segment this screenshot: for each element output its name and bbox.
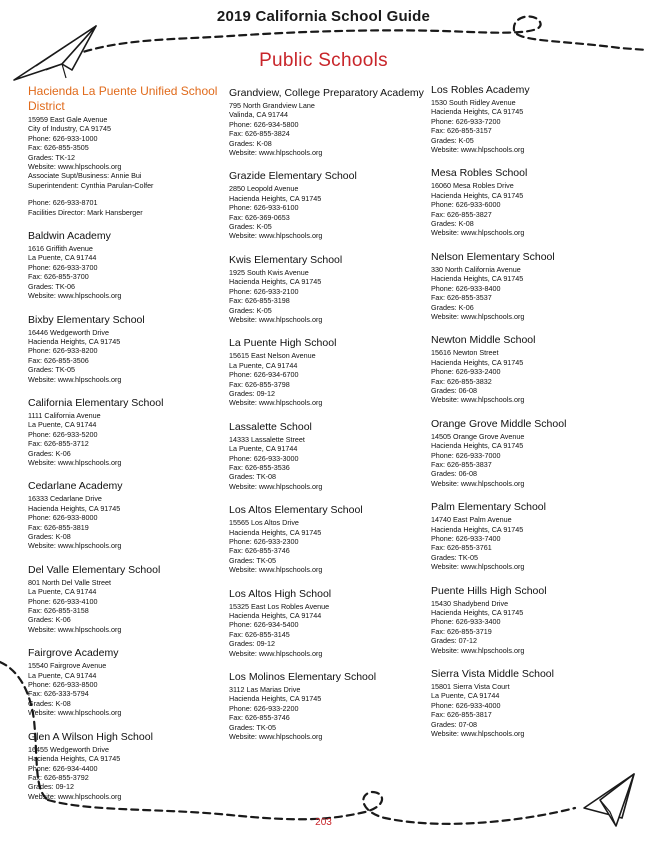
school-entry — [28, 397, 223, 467]
school-name: Los Altos High School — [229, 587, 332, 600]
school-entry — [431, 585, 626, 655]
detail-line: Grades: 07-08 — [431, 719, 477, 729]
detail-line: Phone: 626-934-4400 — [28, 763, 98, 773]
detail-line: Grades: 09-12 — [229, 639, 275, 649]
detail-line: Hacienda Heights, CA 91745 — [431, 107, 524, 117]
detail-line: Phone: 626-933-2200 — [229, 703, 299, 713]
detail-line: Hacienda Heights, CA 91745 — [229, 277, 322, 287]
detail-line: Grades: K-08 — [229, 138, 272, 148]
detail-line: Phone: 626-933-8000 — [28, 513, 98, 523]
detail-line: Hacienda Heights, CA 91745 — [28, 336, 121, 346]
detail-line: Phone: 626-933-2100 — [229, 286, 299, 296]
detail-line: Grades: 06-08 — [431, 385, 477, 395]
page-header: 2019 California School Guide — [216, 8, 431, 25]
detail-line: La Puente, CA 91744 — [229, 444, 298, 454]
detail-line: Website: www.hlpschools.org — [431, 395, 525, 405]
detail-line: Website: www.hlpschools.org — [431, 478, 525, 488]
detail-line: Grades: K-08 — [431, 219, 474, 229]
detail-line: Phone: 626-933-4000 — [431, 700, 501, 710]
detail-line: Website: www.hlpschools.org — [431, 311, 525, 321]
detail-line: Website: www.hlpschools.org — [229, 231, 323, 241]
detail-line: Website: www.hlpschools.org — [229, 481, 323, 491]
detail-line: 14505 Orange Grove Avenue — [431, 431, 525, 441]
detail-line: Phone: 626-934-6700 — [229, 370, 299, 380]
detail-line: La Puente, CA 91744 — [28, 587, 97, 597]
detail-line: La Puente, CA 91744 — [28, 253, 97, 263]
detail-line: Website: www.hlpschools.org — [28, 291, 122, 301]
detail-line: 15565 Los Altos Drive — [229, 518, 299, 528]
detail-line: Phone: 626-933-7000 — [431, 450, 501, 460]
detail-line: Phone: 626-933-1000 — [28, 133, 98, 143]
detail-line: 15801 Sierra Vista Court — [431, 682, 510, 692]
detail-line: Grades: TK-05 — [229, 722, 277, 732]
district-entry — [28, 84, 223, 217]
detail-line: Phone: 626-933-6100 — [229, 203, 299, 213]
detail-line: Associate Supt/Business: Annie Bui — [28, 171, 142, 181]
detail-line: Website: www.hlpschools.org — [229, 148, 323, 158]
school-name: Los Molinos Elementary School — [229, 671, 377, 684]
detail-line: Website: www.hlpschools.org — [431, 562, 525, 572]
school-entry — [431, 167, 626, 237]
detail-line: Hacienda Heights, CA 91745 — [431, 441, 524, 451]
detail-line: Fax: 626-855-3712 — [28, 439, 89, 449]
detail-line: Grades: K-05 — [229, 305, 272, 315]
detail-line: Phone: 626-933-6000 — [431, 200, 501, 210]
detail-line: Grades: K-08 — [28, 532, 71, 541]
school-entry — [431, 84, 626, 154]
detail-line: Fax: 626-855-3746 — [229, 713, 290, 723]
detail-line: Fax: 626-855-3198 — [229, 296, 290, 306]
detail-line: Grades: K-05 — [229, 222, 272, 232]
detail-line: Grades: 09-12 — [229, 388, 275, 398]
detail-line: Valinda, CA 91744 — [229, 110, 289, 120]
detail-line: Phone: 626-934-5800 — [229, 119, 299, 129]
school-entry — [28, 731, 223, 801]
detail-line: Fax: 626-855-3700 — [28, 272, 89, 282]
detail-line: Website: www.hlpschools.org — [28, 457, 122, 467]
detail-line: Hacienda Heights, CA 91745 — [431, 357, 524, 367]
detail-line: Website: www.hlpschools.org — [229, 648, 323, 658]
district-name: Hacienda La Puente Unified School District — [28, 84, 218, 113]
detail-line: 330 North California Avenue — [431, 264, 521, 274]
detail-line: Grades: K-06 — [431, 302, 474, 312]
detail-line: Phone: 626-933-7200 — [431, 116, 501, 126]
school-entry — [28, 230, 223, 300]
detail-line: 2850 Leopold Avenue — [229, 184, 299, 194]
district-details — [28, 115, 223, 217]
school-name: Sierra Vista Middle School — [431, 668, 554, 681]
detail-line: Phone: 626-933-4100 — [28, 596, 98, 606]
detail-line: Hacienda Heights, CA 91744 — [229, 611, 322, 621]
school-entry — [229, 87, 424, 157]
school-entry — [431, 501, 626, 571]
detail-line: 15616 Newton Street — [431, 348, 499, 358]
school-name: Mesa Robles School — [431, 167, 528, 180]
column-3 — [431, 84, 626, 752]
detail-line: Grades: K-06 — [28, 615, 71, 625]
detail-line: Website: www.hlpschools.org — [229, 565, 323, 575]
detail-line: Phone: 626-933-2400 — [431, 367, 501, 377]
detail-line: Hacienda Heights, CA 91745 — [28, 754, 121, 764]
detail-line: Fax: 626-855-3145 — [229, 629, 290, 639]
detail-line: 1111 California Avenue — [28, 410, 101, 420]
detail-line: Grades: K-08 — [28, 698, 71, 708]
school-entry — [431, 668, 626, 738]
detail-line: Hacienda Heights, CA 91745 — [229, 527, 322, 537]
detail-line: Grades: TK-12 — [28, 152, 76, 162]
school-name: La Puente High School — [229, 337, 337, 350]
school-entry — [431, 251, 626, 321]
detail-line: La Puente, CA 91744 — [229, 360, 298, 370]
detail-line: Fax: 626-855-3817 — [431, 710, 492, 720]
detail-line: Grades: K-06 — [28, 448, 71, 458]
detail-line: Fax: 626-855-3792 — [28, 772, 89, 782]
detail-line: Grades: K-05 — [431, 135, 474, 145]
detail-line: Website: www.hlpschools.org — [431, 228, 525, 238]
detail-line: 15325 East Los Robles Avenue — [229, 601, 330, 611]
detail-line: 1616 Griffith Avenue — [28, 244, 93, 254]
school-entry — [229, 170, 424, 240]
detail-line: Grades: TK-06 — [28, 281, 76, 291]
school-name: Glen A Wilson High School — [28, 730, 153, 743]
school-name: Los Altos Elementary School — [229, 504, 363, 517]
school-entry — [229, 254, 424, 324]
detail-line: Superintendent: Cynthia Parulan-Colfer — [28, 180, 154, 190]
detail-line: Phone: 626-933-8500 — [28, 680, 98, 690]
detail-line: Phone: 626-934-5400 — [229, 620, 299, 630]
detail-line: Phone: 626-933-8400 — [431, 283, 501, 293]
detail-line: 16333 Cedarlane Drive — [28, 494, 102, 504]
detail-line: Hacienda Heights, CA 91745 — [431, 190, 524, 200]
detail-line: Grades: 07-12 — [431, 636, 477, 646]
school-name: Lassalette School — [229, 420, 312, 433]
detail-line: Fax: 626-333-5794 — [28, 689, 89, 699]
detail-line: City of Industry, CA 91745 — [28, 124, 111, 134]
detail-line: Fax: 626-855-3819 — [28, 522, 89, 532]
detail-line: Hacienda Heights, CA 91745 — [431, 524, 524, 534]
detail-line: Fax: 626-855-3824 — [229, 129, 290, 139]
detail-line: Fax: 626-855-3505 — [28, 143, 89, 153]
detail-line: Grades: TK-08 — [229, 472, 277, 482]
detail-line: Hacienda Heights, CA 91745 — [431, 608, 524, 618]
school-name: Fairgrove Academy — [28, 647, 119, 660]
detail-line: Fax: 626-855-3827 — [431, 209, 492, 219]
detail-line: La Puente, CA 91744 — [431, 691, 500, 701]
detail-line: 1925 South Kwis Avenue — [229, 267, 309, 277]
detail-line: Grades: TK-05 — [28, 365, 76, 375]
detail-line: Fax: 626-855-3536 — [229, 462, 290, 472]
detail-line: Website: www.hlpschools.org — [28, 708, 122, 718]
school-entry — [28, 564, 223, 634]
detail-line: 14740 East Palm Avenue — [431, 515, 512, 525]
detail-line: 3112 Las Marias Drive — [229, 685, 301, 695]
detail-line: Hacienda Heights, CA 91745 — [431, 274, 524, 284]
detail-line: La Puente, CA 91744 — [28, 420, 97, 430]
school-name: Kwis Elementary School — [229, 253, 343, 266]
detail-line: Website: www.hlpschools.org — [28, 374, 122, 384]
detail-line: Fax: 626-855-3506 — [28, 355, 89, 365]
detail-line: 15540 Fairgrove Avenue — [28, 661, 107, 671]
school-name: Puente Hills High School — [431, 584, 547, 597]
detail-line: Website: www.hlpschools.org — [229, 314, 323, 324]
detail-line: 795 North Grandview Lane — [229, 101, 315, 110]
detail-line: Website: www.hlpschools.org — [229, 732, 323, 742]
school-entry — [229, 671, 424, 741]
school-name: California Elementary School — [28, 396, 164, 409]
school-entry — [229, 504, 424, 574]
detail-line: Phone: 626-933-8200 — [28, 346, 98, 356]
school-entry — [229, 337, 424, 407]
school-name: Grandview, College Preparatory Academy — [229, 87, 424, 99]
detail-line: Grades: TK-05 — [229, 555, 277, 565]
detail-line: La Puente, CA 91744 — [28, 670, 97, 680]
detail-line: Website: www.hlpschools.org — [28, 541, 122, 551]
detail-line: Hacienda Heights, CA 91745 — [28, 503, 121, 513]
detail-line: Fax: 626-855-3837 — [431, 459, 492, 469]
page-number: 203 — [315, 817, 332, 828]
detail-line: Hacienda Heights, CA 91745 — [229, 193, 322, 203]
detail-line: Website: www.hlpschools.org — [431, 145, 525, 155]
school-name: Newton Middle School — [431, 334, 536, 347]
detail-line: Phone: 626-933-8701 — [28, 198, 98, 208]
detail-line: Website: www.hlpschools.org — [229, 398, 323, 408]
detail-line: Fax: 626-855-3832 — [431, 376, 492, 386]
detail-line: Phone: 626-933-3700 — [28, 262, 98, 272]
school-name: Palm Elementary School — [431, 501, 546, 514]
school-name: Baldwin Academy — [28, 230, 111, 243]
detail-line: 15430 Shadybend Drive — [431, 598, 509, 608]
school-entry — [28, 647, 223, 717]
school-name: Del Valle Elementary School — [28, 563, 161, 576]
detail-line: 14333 Lassalette Street — [229, 434, 305, 444]
column-2 — [229, 87, 424, 755]
detail-line: Grades: 09-12 — [28, 782, 74, 792]
detail-line: Fax: 626-855-3761 — [431, 543, 492, 553]
detail-line: Fax: 626-855-3746 — [229, 546, 290, 556]
detail-line: Phone: 626-933-3000 — [229, 453, 299, 463]
school-name: Cedarlane Academy — [28, 480, 123, 493]
detail-line: Fax: 626-855-3157 — [431, 126, 492, 136]
detail-line: Phone: 626-933-5200 — [28, 429, 98, 439]
detail-line: Website: www.hlpschools.org — [28, 791, 122, 801]
detail-line: Fax: 626-855-3537 — [431, 293, 492, 303]
detail-line: Fax: 626-369-0653 — [229, 212, 290, 222]
detail-line: Grades: TK-05 — [431, 552, 479, 562]
detail-line: Website: www.hlpschools.org — [431, 645, 525, 655]
school-entry — [431, 418, 626, 488]
school-entry — [229, 421, 424, 491]
school-name: Nelson Elementary School — [431, 250, 555, 263]
school-entry — [229, 588, 424, 658]
detail-line: 16060 Mesa Robles Drive — [431, 181, 514, 191]
school-entry — [28, 480, 223, 550]
detail-line: Fax: 626-855-3798 — [229, 379, 290, 389]
school-name: Los Robles Academy — [431, 84, 530, 96]
column-1 — [28, 84, 223, 814]
detail-line: Website: www.hlpschools.org — [28, 624, 122, 634]
school-name: Bixby Elementary School — [28, 313, 145, 326]
school-entry — [28, 314, 223, 384]
school-entry — [431, 334, 626, 404]
detail-line: Website: www.hlpschools.org — [28, 162, 122, 172]
detail-line: Fax: 626-855-3719 — [431, 626, 492, 636]
detail-line: Hacienda Heights, CA 91745 — [229, 694, 322, 704]
detail-line: Facilities Director: Mark Hansberger — [28, 207, 143, 217]
detail-line: 801 North Del Valle Street — [28, 577, 111, 587]
detail-line: Phone: 626-933-2300 — [229, 537, 299, 546]
detail-line: Website: www.hlpschools.org — [431, 729, 525, 739]
section-title: Public Schools — [259, 50, 388, 71]
detail-line: 1530 South Ridley Avenue — [431, 98, 516, 107]
detail-line: 16446 Wedgeworth Drive — [28, 327, 109, 337]
detail-line: Phone: 626-933-7400 — [431, 534, 501, 543]
detail-line: Phone: 626-933-3400 — [431, 617, 501, 627]
detail-line: Grades: 06-08 — [431, 469, 477, 479]
detail-line: 16455 Wedgeworth Drive — [28, 744, 109, 754]
detail-line: 15959 East Gale Avenue — [28, 115, 108, 124]
detail-line: Fax: 626-855-3158 — [28, 606, 89, 616]
school-name: Grazide Elementary School — [229, 170, 357, 183]
detail-line: 15615 East Nelson Avenue — [229, 351, 316, 361]
school-name: Orange Grove Middle School — [431, 417, 567, 430]
